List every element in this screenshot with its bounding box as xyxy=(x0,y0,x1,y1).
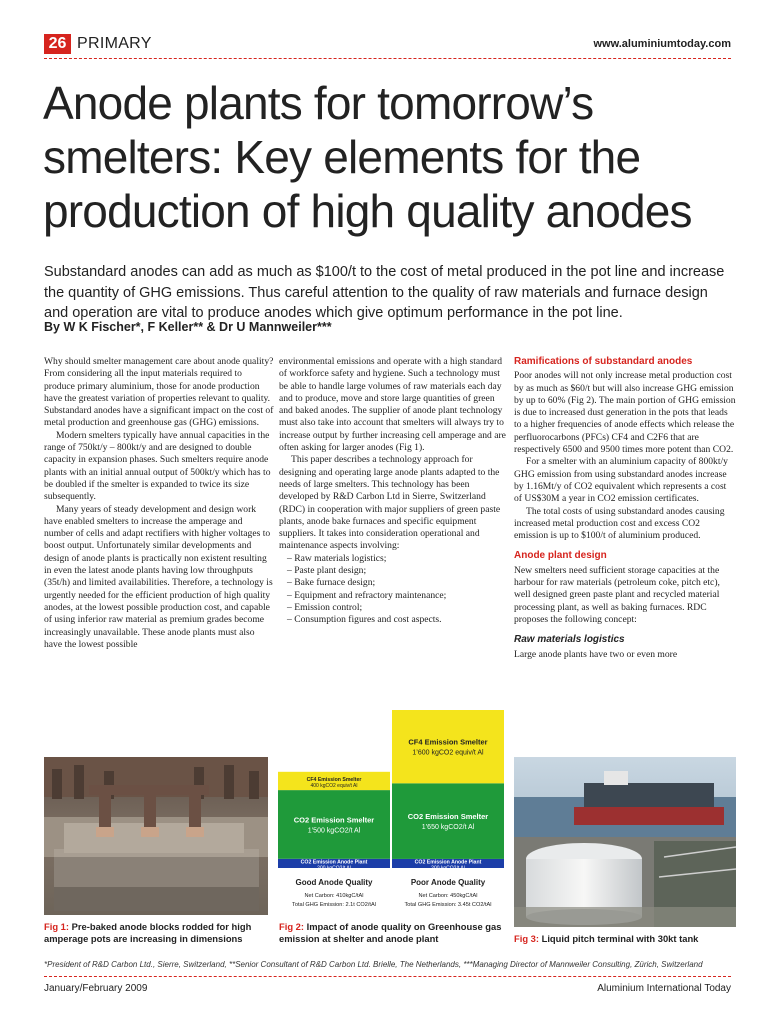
chart-total-emission-label: Total GHG Emission: 3.45t CO2/tAl xyxy=(404,902,492,908)
chart-net-carbon-label: Net Carbon: 450kgC/tAl xyxy=(418,893,478,899)
chart-segment-label: CO2 Emission Anode Plant xyxy=(414,859,482,866)
body-paragraph: Large anode plants have two or even more xyxy=(514,648,678,660)
title-line-1: Anode plants for tomorrow’s xyxy=(43,77,594,129)
chart-bar-segment xyxy=(392,710,504,783)
body-paragraph: environmental emissions and operate with a high standard of workforce safety and hygiene. Such a technology must be able to handle large volumes of raw materials each day and to produce, move and store large quantities of green and baked anodes. The supplier of anode plant technology must also take into account that smelters will always try to increase output by further increasing cell amperage and are often asking for larger anodes (Fig 1). xyxy=(279,356,506,454)
website-url[interactable]: www.aluminiumtoday.com xyxy=(593,38,731,50)
chart-net-carbon-label: Net Carbon: 410kgC/tAl xyxy=(304,893,364,899)
subheading-ramifications: Ramifications of substandard anodes xyxy=(514,356,693,367)
chart-category-label: Poor Anode Quality xyxy=(410,878,486,887)
subheading-anode-plant-design: Anode plant design xyxy=(514,550,607,562)
caption-text: Pre-baked anode blocks rodded for high amperage pots are increasing in dimensions xyxy=(44,921,252,944)
body-paragraph: For a smelter with an aluminium capacity of 800kt/y GHG emission from using substandard anodes increase by 1.16Mt/y of CO2 equivalent which represents a cost of US$30M a year in CO2 emission certificates. xyxy=(514,456,728,505)
chart-segment-label: CF4 Emission Smelter xyxy=(306,777,362,783)
chart-value-label: 1’500 kgCO2/t Al xyxy=(307,827,361,835)
figure-2-caption xyxy=(279,921,505,944)
body-paragraph: Modern smelters typically have annual capacities in the range of 750kt/y – 800kt/y and are designed to double capacity in expansion phases. Such smelters require anode plants with an initial annual output of 500kt/y which has to be doubled if the smelter is expanded to twice its size subsequently. xyxy=(44,429,271,503)
caption-text: Impact of anode quality on Greenhouse gas emission at shelter and anode plant xyxy=(279,921,502,944)
author-footnote: *President of R&D Carbon Ltd., Sierre, Switzerland, **Senior Consultant of R&D Carbon Ltd. Brielle, The Netherlands, ***Managing Director of Mannweiler Consulting, Zürich, Switzerland xyxy=(44,960,703,969)
figure-label: Fig 2: xyxy=(279,921,304,932)
anode-blocks-photo xyxy=(44,757,268,915)
body-paragraph: This paper describes a technology approach for designing and operating large anode plants adapted to the needs of large smelters. This technology has been developed by R&D Carbon Ltd in Sierre, Switzerland (RDC) in cooperation with major suppliers of green paste plants, anode bake furnaces and specific equipment suppliers. It takes into consideration operational and maintenance aspects involving: xyxy=(279,454,501,552)
chart-segment-label: CO2 Emission Anode Plant xyxy=(300,859,368,866)
page-number: 26 xyxy=(44,34,71,54)
title-line-2: smelters: Key elements for the xyxy=(43,131,641,183)
body-paragraph: New smelters need sufficient storage capacities at the harbour for raw materials (petroleum coke, pitch etc), well designed green paste plant and recycled material processing plant, as well as baking furnaces. RDC proposes the following concept: xyxy=(514,564,720,625)
figure-1-caption xyxy=(44,921,270,944)
chart-segment-label: CO2 Emission Smelter xyxy=(407,812,489,822)
chart-value-label: 200 kgCO2/t Al xyxy=(317,865,351,872)
article-title xyxy=(43,76,743,238)
publication-name: Aluminium International Today xyxy=(597,983,731,994)
chart-svg xyxy=(275,708,507,918)
figure-3-caption xyxy=(514,933,736,945)
caption-text: Liquid pitch terminal with 30kt tank xyxy=(539,933,699,944)
subheading-raw-materials: Raw materials logistics xyxy=(514,634,625,646)
body-paragraph: Poor anodes will not only increase metal production cost by as much as $60/t but will also increase GHG emission by up to 60% (Fig 2). The main portion of GHG emission is due to increased dust generation in the pots that leads to a higher frequencies of anode effects which release the perfluorocarbons (PFCs) CF4 and C2F6 that are respectively 6500 and 9500 times more potent than CO2. xyxy=(514,370,736,456)
byline: By W K Fischer*, F Keller** & Dr U Mannweiler*** xyxy=(44,320,332,334)
title-line-3: production of high quality anodes xyxy=(43,185,692,237)
chart-total-emission-label: Total GHG Emission: 2.1t CO2/tAl xyxy=(292,902,376,908)
standfirst: Substandard anodes can add as much as $100/t to the cost of metal produced in the pot line and increase the quantity of GHG emissions. Thus careful attention to the quality of raw materials and furnace design and operation are vital to produce anodes which give optimum performance in the pot line. xyxy=(44,264,725,321)
body-column-1 xyxy=(44,356,274,651)
chart-value-label: 1’650 kgCO2/t Al xyxy=(421,824,475,832)
issue-date: January/February 2009 xyxy=(44,983,148,994)
aspects-list xyxy=(287,553,509,627)
body-paragraph: Many years of steady development and design work have enabled smelters to increase the amperage and number of cells and adapt rectifiers with higher voltages to boost output. Unfortunately similar developments and design of anode plants is practically non existent resulting in even the latest anode plants having low throughputs (35t/h) and limited availabilities. Therefore, a technology is urgently needed for the efficient production of high quality anodes, at the lowest possible production cost, and capable of using inferior raw material as premium grades become increasingly unavailable. These anode plants must also have the lowest possible xyxy=(44,503,273,650)
figure-label: Fig 1: xyxy=(44,921,69,932)
body-paragraph: The total costs of using substandard anodes causing increased metal production cost and excess CO2 emission is up to $100/t of aluminium produced. xyxy=(514,505,725,542)
body-column-2 xyxy=(279,356,509,627)
footer-rule xyxy=(44,976,731,977)
chart-value-label: 1’600 kgCO2 equiv/t Al xyxy=(412,749,484,757)
list-item: – Consumption figures and cost aspects. xyxy=(287,614,509,626)
header-rule xyxy=(44,58,731,59)
body-paragraph: Why should smelter management care about anode quality? From considering all the input materials required to produce primary aluminium, those for anode production have the greatest variation of properties relevant to quality. Substandard anodes have a significant impact on the cost of metal production and greenhouse gas (GHG) emissions. xyxy=(44,356,274,429)
ghg-emission-chart xyxy=(275,708,507,918)
body-column-3 xyxy=(514,356,736,661)
chart-segment-label: CO2 Emission Smelter xyxy=(293,815,375,825)
section-label: PRIMARY xyxy=(77,35,152,52)
chart-value-label: 400 kgCO2 equiv/t Al xyxy=(310,783,358,789)
chart-segment-label: CF4 Emission Smelter xyxy=(408,737,488,747)
list-item: – Paste plant design; xyxy=(287,565,509,577)
pitch-terminal-photo xyxy=(514,757,736,927)
list-item: – Emission control; xyxy=(287,602,509,614)
chart-value-label: 200 kgCO2/t Al xyxy=(431,865,465,872)
list-item: – Equipment and refractory maintenance; xyxy=(287,590,509,602)
list-item: – Raw materials logistics; xyxy=(287,553,509,565)
chart-category-label: Good Anode Quality xyxy=(295,878,373,887)
list-item: – Bake furnace design; xyxy=(287,577,509,589)
figure-label: Fig 3: xyxy=(514,933,539,944)
